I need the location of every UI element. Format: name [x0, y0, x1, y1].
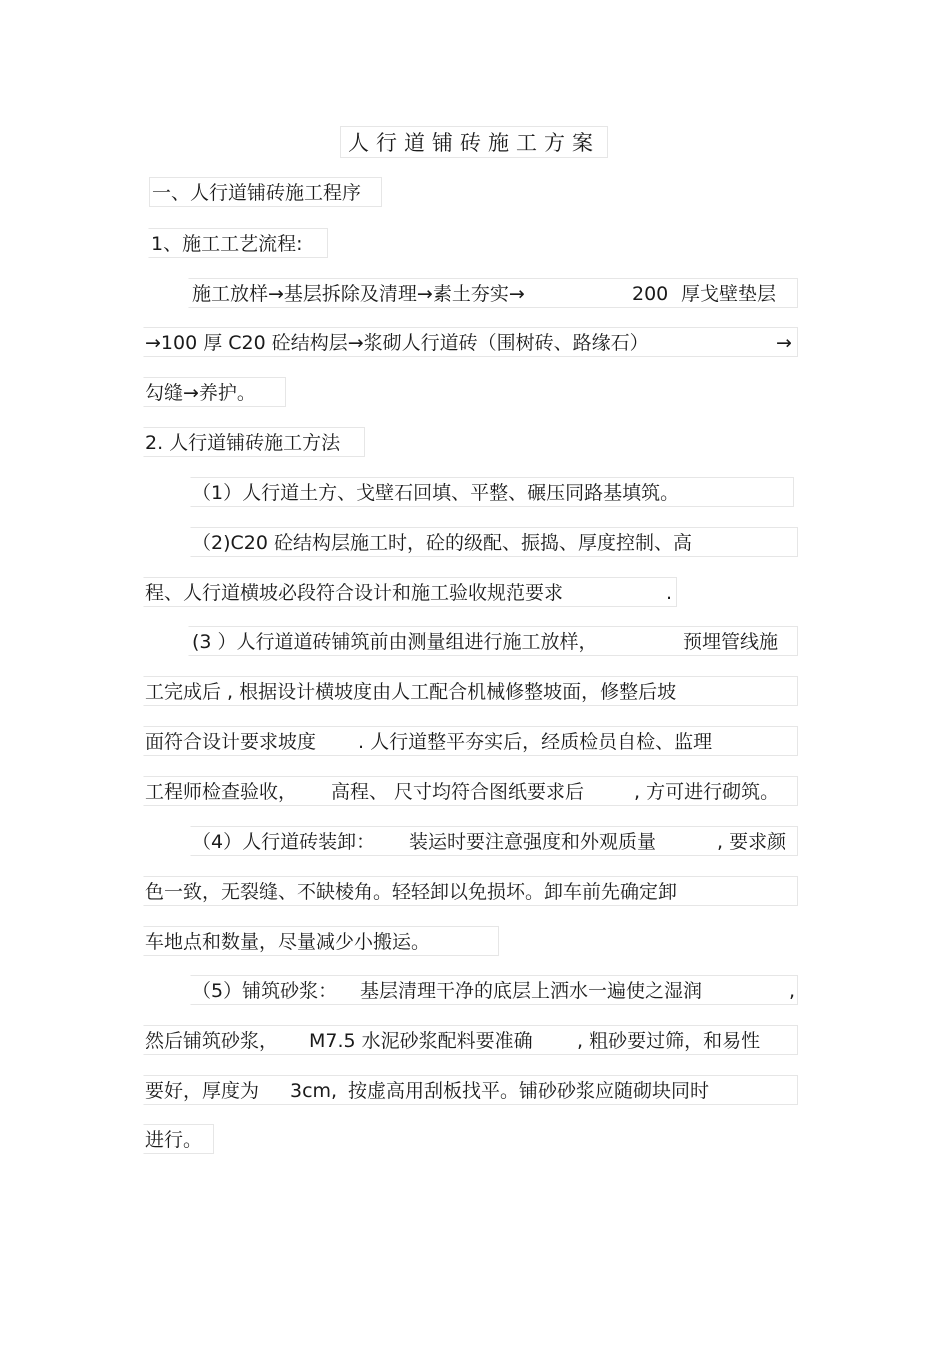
section-1-heading-text: 一、人行道铺砖施工程序 — [152, 182, 362, 204]
item-2-line-2 — [143, 577, 677, 607]
item-2-line-2-text: 程、人行道横坡必段符合设计和施工验收规范要求 — [145, 582, 564, 604]
flow-line-1 — [188, 278, 798, 308]
item-5-line-2-part-b: M7.5 水泥砂浆配料要准确 — [309, 1030, 533, 1052]
item-2-line-1-text: （2)C20 砼结构层施工时，砼的级配、振捣、厚度控制、高 — [192, 532, 692, 554]
item-2-line-2-end: . — [666, 582, 673, 604]
flow-line-3-text: 勾缝→养护。 — [145, 382, 256, 404]
item-1-line-1 — [190, 477, 794, 507]
sub-heading-2 — [143, 427, 365, 457]
item-5-line-2 — [143, 1025, 798, 1055]
item-3-line-2-text: 工完成后 , 根据设计横坡度由人工配合机械修整坡面，修整后坡 — [145, 681, 677, 703]
flow-line-1-part-c: 厚戈壁垫层 — [681, 283, 777, 305]
item-3-line-1-part-b: 预埋管线施 — [683, 631, 779, 653]
item-3-line-1-part-a: (3 ）人行道道砖铺筑前由测量组进行施工放样， — [192, 631, 598, 653]
item-3-line-4-part-c: , 方可进行砌筑。 — [634, 781, 780, 803]
item-4-line-1-part-c: , 要求颜 — [717, 831, 787, 853]
sub-heading-2-text: 2. 人行道铺砖施工方法 — [145, 432, 341, 454]
item-4-line-3 — [143, 926, 499, 956]
item-3-line-4 — [143, 776, 798, 806]
item-4-line-1-part-a: （4）人行道砖装卸： — [192, 831, 376, 853]
item-5-line-3-part-b: 3cm, — [290, 1080, 338, 1102]
item-5-line-2-part-a: 然后铺筑砂浆， — [145, 1030, 279, 1052]
flow-line-2 — [143, 327, 798, 357]
flow-line-2-part-a: →100 厚 C20 砼结构层→浆砌人行道砖（围树砖、路缘石） — [145, 332, 649, 354]
item-3-line-3-part-a: 面符合设计要求坡度 — [145, 731, 317, 753]
item-3-line-3-part-b: . 人行道整平夯实后，经质检员自检、监理 — [358, 731, 713, 753]
flow-line-1-part-b: 200 — [632, 283, 669, 305]
item-5-line-1 — [190, 975, 798, 1005]
item-5-line-4-text: 进行。 — [145, 1129, 203, 1151]
item-4-line-1 — [190, 826, 798, 856]
item-1-text: （1）人行道土方、戈壁石回填、平整、碾压同路基填筑。 — [192, 482, 680, 504]
item-4-line-3-text: 车地点和数量，尽量减少小搬运。 — [145, 931, 431, 953]
flow-line-2-part-b: → — [776, 332, 792, 354]
item-3-line-4-part-b: 高程、 尺寸均符合图纸要求后 — [331, 781, 585, 803]
item-5-line-4 — [143, 1124, 214, 1154]
item-3-line-4-part-a: 工程师检查验收， — [145, 781, 298, 803]
item-5-line-1-part-b: 基层清理干净的底层上洒水一遍使之湿润 — [360, 980, 703, 1002]
item-3-line-1 — [188, 626, 798, 656]
item-5-line-3-part-a: 要好，厚度为 — [145, 1080, 260, 1102]
document-title: 人行道铺砖施工方案 — [340, 126, 608, 158]
section-1-heading — [149, 177, 382, 207]
sub-heading-1-text: 1、施工工艺流程: — [151, 233, 303, 255]
item-5-line-1-part-c: , — [789, 980, 796, 1002]
item-3-line-3 — [143, 726, 798, 756]
item-4-line-2-text: 色一致，无裂缝、不缺棱角。轻轻卸以免损坏。卸车前先确定卸 — [145, 881, 678, 903]
flow-line-3 — [143, 377, 286, 407]
sub-heading-1 — [148, 228, 328, 258]
item-5-line-3-part-c: 按虚高用刮板找平。铺砂砂浆应随砌块同时 — [348, 1080, 710, 1102]
item-2-line-1 — [190, 527, 798, 557]
item-4-line-1-part-b: 装运时要注意强度和外观质量 — [409, 831, 657, 853]
item-3-line-2 — [143, 676, 798, 706]
flow-line-1-part-a: 施工放样→基层拆除及清理→素土夯实→ — [192, 283, 525, 305]
item-5-line-1-part-a: （5）铺筑砂浆： — [192, 980, 338, 1002]
item-5-line-2-part-c: , 粗砂要过筛，和易性 — [577, 1030, 761, 1052]
item-4-line-2 — [143, 876, 798, 906]
item-5-line-3 — [143, 1075, 798, 1105]
